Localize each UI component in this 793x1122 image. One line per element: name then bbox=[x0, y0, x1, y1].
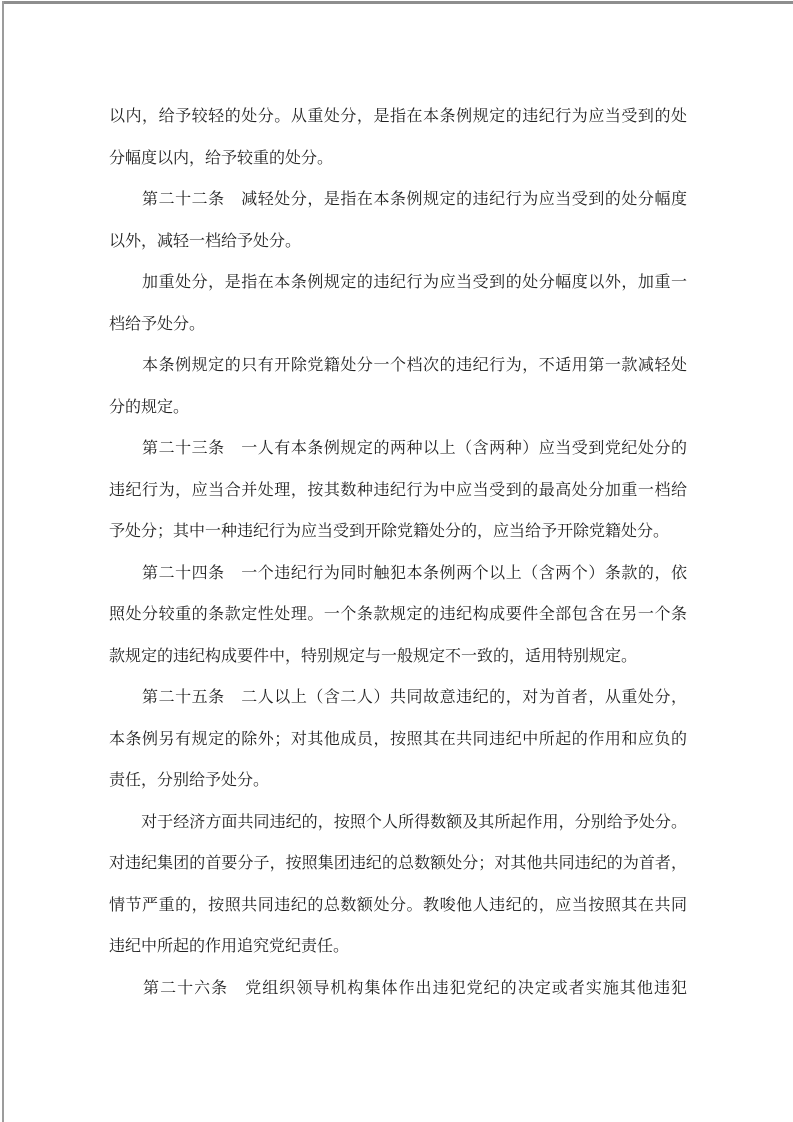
text-line: 第二十二条 减轻处分，是指在本条例规定的违纪行为应当受到的处分幅度 bbox=[109, 191, 687, 208]
text-line: 第二十六条 党组织领导机构集体作出违犯党纪的决定或者实施其他违犯 bbox=[109, 979, 687, 997]
paragraph bbox=[109, 428, 687, 553]
text-line: 对于经济方面共同违纪的，按照个人所得数额及其所起作用，分别给予处分。 bbox=[109, 813, 687, 831]
text-line: 责任，分别给予处分。 bbox=[109, 772, 270, 789]
paragraph bbox=[109, 345, 687, 428]
paragraph bbox=[109, 262, 687, 345]
paragraph bbox=[109, 96, 687, 179]
text-line: 分的规定。 bbox=[109, 398, 190, 416]
text-line: 对违纪集团的首要分子，按照集团违纪的总数额处分；对其他共同违纪的为首者， bbox=[109, 855, 687, 872]
text-line: 予处分；其中一种违纪行为应当受到开除党籍处分的，应当给予开除党籍处分。 bbox=[109, 523, 670, 540]
paragraph bbox=[109, 968, 687, 1010]
text-line: 第二十四条 一个违纪行为同时触犯本条例两个以上（含两个）条款的，依 bbox=[109, 564, 687, 582]
text-line: 分幅度以内，给予较重的处分。 bbox=[109, 149, 334, 167]
text-line: 本条例规定的只有开除党籍处分一个档次的违纪行为，不适用第一款减轻处 bbox=[109, 357, 687, 374]
text-line: 加重处分，是指在本条例规定的违纪行为应当受到的处分幅度以外，加重一 bbox=[109, 274, 687, 291]
page-top-border bbox=[2, 1, 793, 4]
paragraph bbox=[109, 677, 687, 802]
text-line: 第二十三条 一人有本条例规定的两种以上（含两种）应当受到党纪处分的 bbox=[109, 440, 687, 457]
text-line: 照处分较重的条款定性处理。一个条款规定的违纪构成要件全部包含在另一个条 bbox=[109, 606, 687, 623]
document-text bbox=[109, 96, 687, 1009]
text-line: 情节严重的，按照共同违纪的总数额处分。教唆他人违纪的，应当按照其在共同 bbox=[109, 896, 687, 914]
text-line: 违纪行为，应当合并处理，按其数种违纪行为中应当受到的最高处分加重一档给 bbox=[109, 481, 687, 499]
text-line: 第二十五条 二人以上（含二人）共同故意违纪的，对为首者，从重处分， bbox=[109, 689, 687, 706]
text-line: 本条例另有规定的除外；对其他成员，按照其在共同违纪中所起的作用和应负的 bbox=[109, 730, 687, 748]
page-left-border bbox=[2, 1, 4, 1122]
text-line: 违纪中所起的作用追究党纪责任。 bbox=[109, 938, 350, 955]
paragraph bbox=[109, 802, 687, 968]
text-line: 档给予处分。 bbox=[109, 315, 206, 333]
text-line: 款规定的违纪构成要件中，特别规定与一般规定不一致的，适用特别规定。 bbox=[109, 647, 638, 665]
text-line: 以内，给予较轻的处分。从重处分，是指在本条例规定的违纪行为应当受到的处 bbox=[109, 108, 687, 125]
paragraph bbox=[109, 179, 687, 262]
text-line: 以外，减轻一档给予处分。 bbox=[109, 232, 302, 250]
paragraph bbox=[109, 553, 687, 678]
